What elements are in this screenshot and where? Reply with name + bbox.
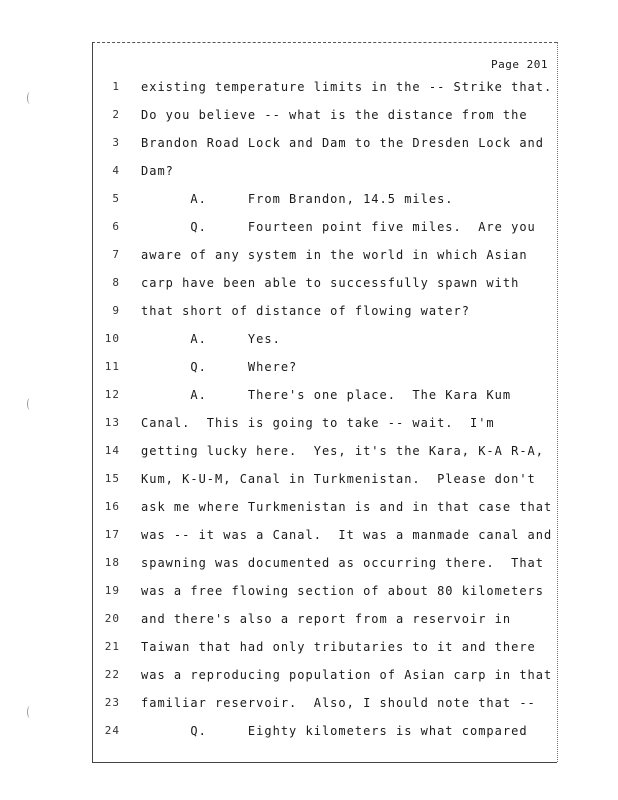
- line-text: Kum, K-U-M, Canal in Turkmenistan. Please don't: [141, 472, 536, 486]
- line-text: Q. Eighty kilometers is what compared: [141, 724, 528, 738]
- line-text: A. From Brandon, 14.5 miles.: [141, 192, 454, 206]
- transcript-line: [0, 472, 618, 492]
- line-number: 6: [112, 220, 120, 233]
- transcript-line: [0, 528, 618, 548]
- transcript-line: [0, 584, 618, 604]
- transcript-line: [0, 304, 618, 324]
- line-text: aware of any system in the world in which Asian: [141, 248, 528, 262]
- transcript-line: [0, 556, 618, 576]
- transcript-line: [0, 248, 618, 268]
- line-text: Q. Fourteen point five miles. Are you: [141, 220, 536, 234]
- transcript-line: [0, 696, 618, 716]
- line-number: 17: [104, 528, 120, 541]
- line-number: 4: [112, 164, 120, 177]
- line-text: A. There's one place. The Kara Kum: [141, 388, 512, 402]
- transcript-line: [0, 612, 618, 632]
- transcript-line: [0, 388, 618, 408]
- line-number: 7: [112, 248, 120, 261]
- line-number: 21: [104, 640, 120, 653]
- line-number: 15: [104, 472, 120, 485]
- line-text: Dam?: [141, 164, 174, 178]
- line-number: 2: [112, 108, 120, 121]
- line-number: 18: [104, 556, 120, 569]
- line-text: Brandon Road Lock and Dam to the Dresden Lock and: [141, 136, 545, 150]
- transcript-line: [0, 108, 618, 128]
- line-text: existing temperature limits in the -- Strike that.: [141, 80, 553, 94]
- line-text: spawning was documented as occurring there. That: [141, 556, 545, 570]
- transcript-line: [0, 276, 618, 296]
- transcript-line: [0, 360, 618, 380]
- line-text: and there's also a report from a reservoir in: [141, 612, 512, 626]
- top-border: [92, 42, 557, 43]
- transcript-line: [0, 136, 618, 156]
- line-number: 16: [104, 500, 120, 513]
- line-number: 3: [112, 136, 120, 149]
- bottom-border: [92, 762, 557, 763]
- line-text: A. Yes.: [141, 332, 281, 346]
- line-text: Do you believe -- what is the distance from the: [141, 108, 528, 122]
- transcript-line: [0, 192, 618, 212]
- transcript-line: [0, 80, 618, 100]
- transcript-line: [0, 220, 618, 240]
- line-text: Canal. This is going to take -- wait. I'm: [141, 416, 495, 430]
- line-text: was -- it was a Canal. It was a manmade canal and: [141, 528, 553, 542]
- line-number: 20: [104, 612, 120, 625]
- transcript-line: [0, 164, 618, 184]
- line-text: ask me where Turkmenistan is and in that case that: [141, 500, 553, 514]
- line-number: 13: [104, 416, 120, 429]
- line-number: 24: [104, 724, 120, 737]
- line-number: 5: [112, 192, 120, 205]
- line-number: 11: [104, 360, 120, 373]
- line-number: 14: [104, 444, 120, 457]
- line-text: Taiwan that had only tributaries to it and there: [141, 640, 536, 654]
- transcript-line: [0, 500, 618, 520]
- line-number: 8: [112, 276, 120, 289]
- line-text: familiar reservoir. Also, I should note that --: [141, 696, 536, 710]
- line-number: 22: [104, 668, 120, 681]
- transcript-line: [0, 444, 618, 464]
- line-text: Q. Where?: [141, 360, 298, 374]
- line-number: 10: [104, 332, 120, 345]
- transcript-line: [0, 416, 618, 436]
- line-text: getting lucky here. Yes, it's the Kara, K-A R-A,: [141, 444, 545, 458]
- transcript-line: [0, 332, 618, 352]
- transcript-line: [0, 668, 618, 688]
- line-number: 1: [112, 80, 120, 93]
- page-number: Page 201: [491, 58, 548, 71]
- line-number: 12: [104, 388, 120, 401]
- line-number: 9: [112, 304, 120, 317]
- line-text: was a free flowing section of about 80 kilometers: [141, 584, 545, 598]
- line-number: 19: [104, 584, 120, 597]
- transcript-line: [0, 640, 618, 660]
- transcript-line: [0, 724, 618, 744]
- line-number: 23: [104, 696, 120, 709]
- line-text: carp have been able to successfully spawn with: [141, 276, 520, 290]
- line-text: that short of distance of flowing water?: [141, 304, 470, 318]
- line-text: was a reproducing population of Asian carp in that: [141, 668, 553, 682]
